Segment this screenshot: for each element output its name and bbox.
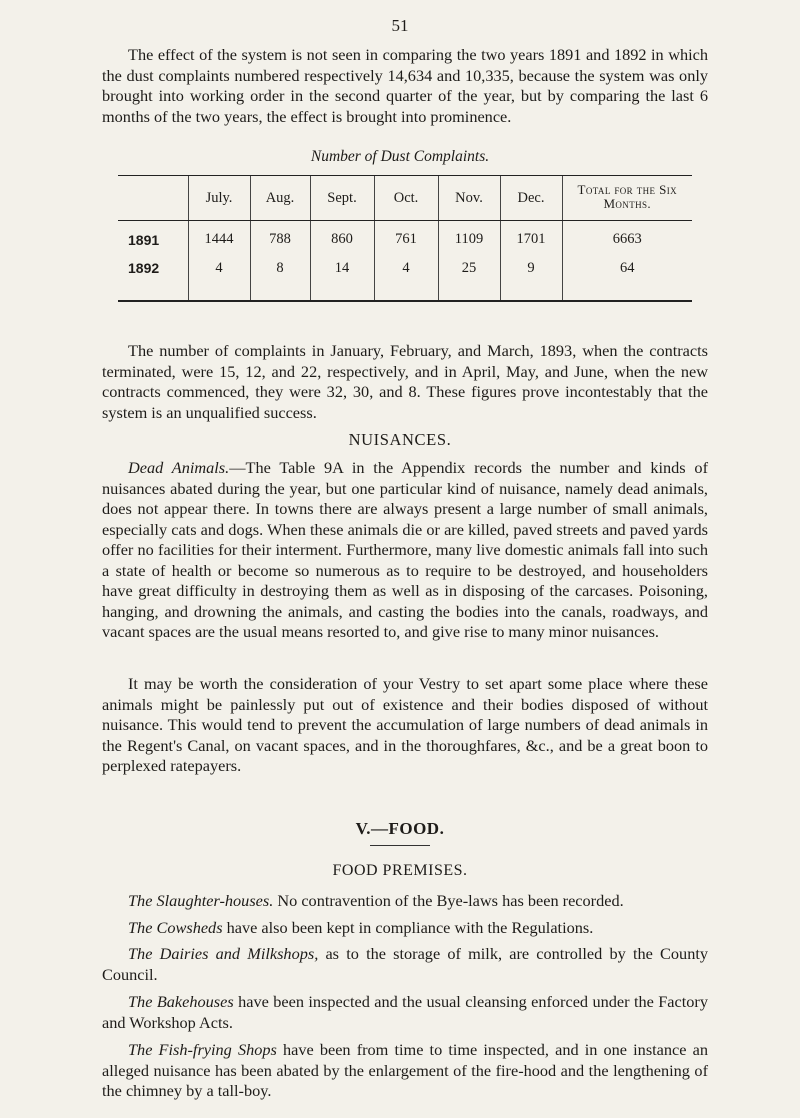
table-cell: 25 bbox=[438, 254, 500, 301]
food-item-text: have also been kept in compliance with the Regulations. bbox=[222, 918, 594, 937]
table-header-cell bbox=[118, 176, 188, 221]
table-cell: 761 bbox=[374, 221, 438, 255]
food-item-title: The Dairies and Milkshops, bbox=[128, 944, 319, 963]
intro-paragraph: The effect of the system is not seen in comparing the two years 1891 and 1892 in which the dust complaints numbered respectively 14,634 and 10,335, because the system was only brought into working order in the second quarter of the year, but by comparing the last 6 months of the two years, the effect is brought into prominence. bbox=[102, 45, 708, 126]
heading-divider bbox=[370, 845, 430, 846]
food-premises-heading: FOOD PREMISES. bbox=[332, 862, 468, 879]
table-cell: 1444 bbox=[188, 221, 250, 255]
food-item-bakehouses bbox=[102, 992, 708, 1033]
food-item-text: No contravention of the Bye-laws has been recorded. bbox=[273, 891, 624, 910]
food-item-text: have been inspected and the usual cleansing enforced under the Factory and Workshop Acts. bbox=[102, 992, 708, 1032]
table-cell: 14 bbox=[310, 254, 374, 301]
table-header-cell: Sept. bbox=[310, 176, 374, 221]
food-item-cowsheds bbox=[102, 918, 708, 939]
dead-animals-paragraph bbox=[102, 458, 708, 643]
table-cell: 9 bbox=[500, 254, 562, 301]
food-item-text: have been from time to time inspected, and in one instance an alleged nuisance has been abated by the enlargement of the fire-hood and the lengthening of the chimney by a tall-boy. bbox=[102, 1040, 708, 1100]
food-item-slaughter-houses bbox=[102, 891, 708, 912]
table-header-cell: Nov. bbox=[438, 176, 500, 221]
dead-animals-text: —The Table 9A in the Appendix records the number and kinds of nuisances abated during the year, but one particular kind of nuisance, namely dead animals, does not appear there. In towns there are always present a large number of small animals, especially cats and dogs. When these animals die or are killed, paved streets and paved yards offer no facilities for their interment. Furthermore, many live domestic animals fall into such a state of health or become so numerous as to require to be destroyed, and householders have great difficulty in destroying them as well as in disposing of the carcases. Poisoning, hanging, and drowning the animals, and casting the bodies into the canals, roadways, and vacant spaces are the usual means resorted to, and give rise to many minor nuisances. bbox=[102, 458, 708, 641]
table-cell-total: 64 bbox=[562, 254, 692, 301]
table-cell: 1701 bbox=[500, 221, 562, 255]
table-caption: Number of Dust Complaints. bbox=[310, 148, 490, 165]
table-row bbox=[118, 254, 692, 301]
table-cell: 4 bbox=[374, 254, 438, 301]
table-header-row bbox=[118, 176, 692, 221]
table-cell: 1109 bbox=[438, 221, 500, 255]
table-header-cell: Aug. bbox=[250, 176, 310, 221]
dead-animals-title: Dead Animals. bbox=[128, 458, 230, 477]
table-cell: 8 bbox=[250, 254, 310, 301]
table-cell-total: 6663 bbox=[562, 221, 692, 255]
table-header-cell: July. bbox=[188, 176, 250, 221]
nuisances-heading: NUISANCES. bbox=[348, 430, 452, 449]
food-item-title: The Slaughter-houses. bbox=[128, 891, 274, 910]
table-row bbox=[118, 221, 692, 255]
food-item-fish-frying-shops bbox=[102, 1040, 708, 1102]
food-item-dairies bbox=[102, 944, 708, 985]
table-row-year: 1891 bbox=[128, 231, 160, 248]
table-cell: 4 bbox=[188, 254, 250, 301]
dust-complaints-table bbox=[118, 175, 692, 302]
food-item-text: as to the storage of milk, are controlled by the County Council. bbox=[102, 944, 708, 984]
page-number: 51 bbox=[391, 16, 409, 35]
food-item-title: The Cowsheds bbox=[128, 918, 223, 937]
food-item-title: The Bakehouses bbox=[128, 992, 234, 1011]
table-header-cell: Oct. bbox=[374, 176, 438, 221]
table-cell: 788 bbox=[250, 221, 310, 255]
table-cell: 860 bbox=[310, 221, 374, 255]
table-header-cell: Dec. bbox=[500, 176, 562, 221]
table-header-total: Total for the Six Months. bbox=[562, 176, 692, 221]
vestry-paragraph: It may be worth the consideration of your Vestry to set apart some place where these animals might be painlessly put out of existence and their bodies disposed of without nuisance. This would tend to prevent the accumulation of large numbers of dead animals in the Regent's Canal, on vacant spaces, and in the thoroughfares, &c., and be a great boon to perplexed ratepayers. bbox=[102, 674, 708, 775]
table-row-year: 1892 bbox=[118, 254, 188, 301]
food-section-heading: V.—FOOD. bbox=[355, 819, 445, 838]
food-item-title: The Fish-frying Shops bbox=[128, 1040, 277, 1059]
followup-paragraph: The number of complaints in January, February, and March, 1893, when the contracts terminated, were 15, 12, and 22, respectively, and in April, May, and June, when the new contracts commenced, they were 32, 30, and 8. These figures prove incontestably that the system is an unqualified success. bbox=[102, 341, 708, 422]
